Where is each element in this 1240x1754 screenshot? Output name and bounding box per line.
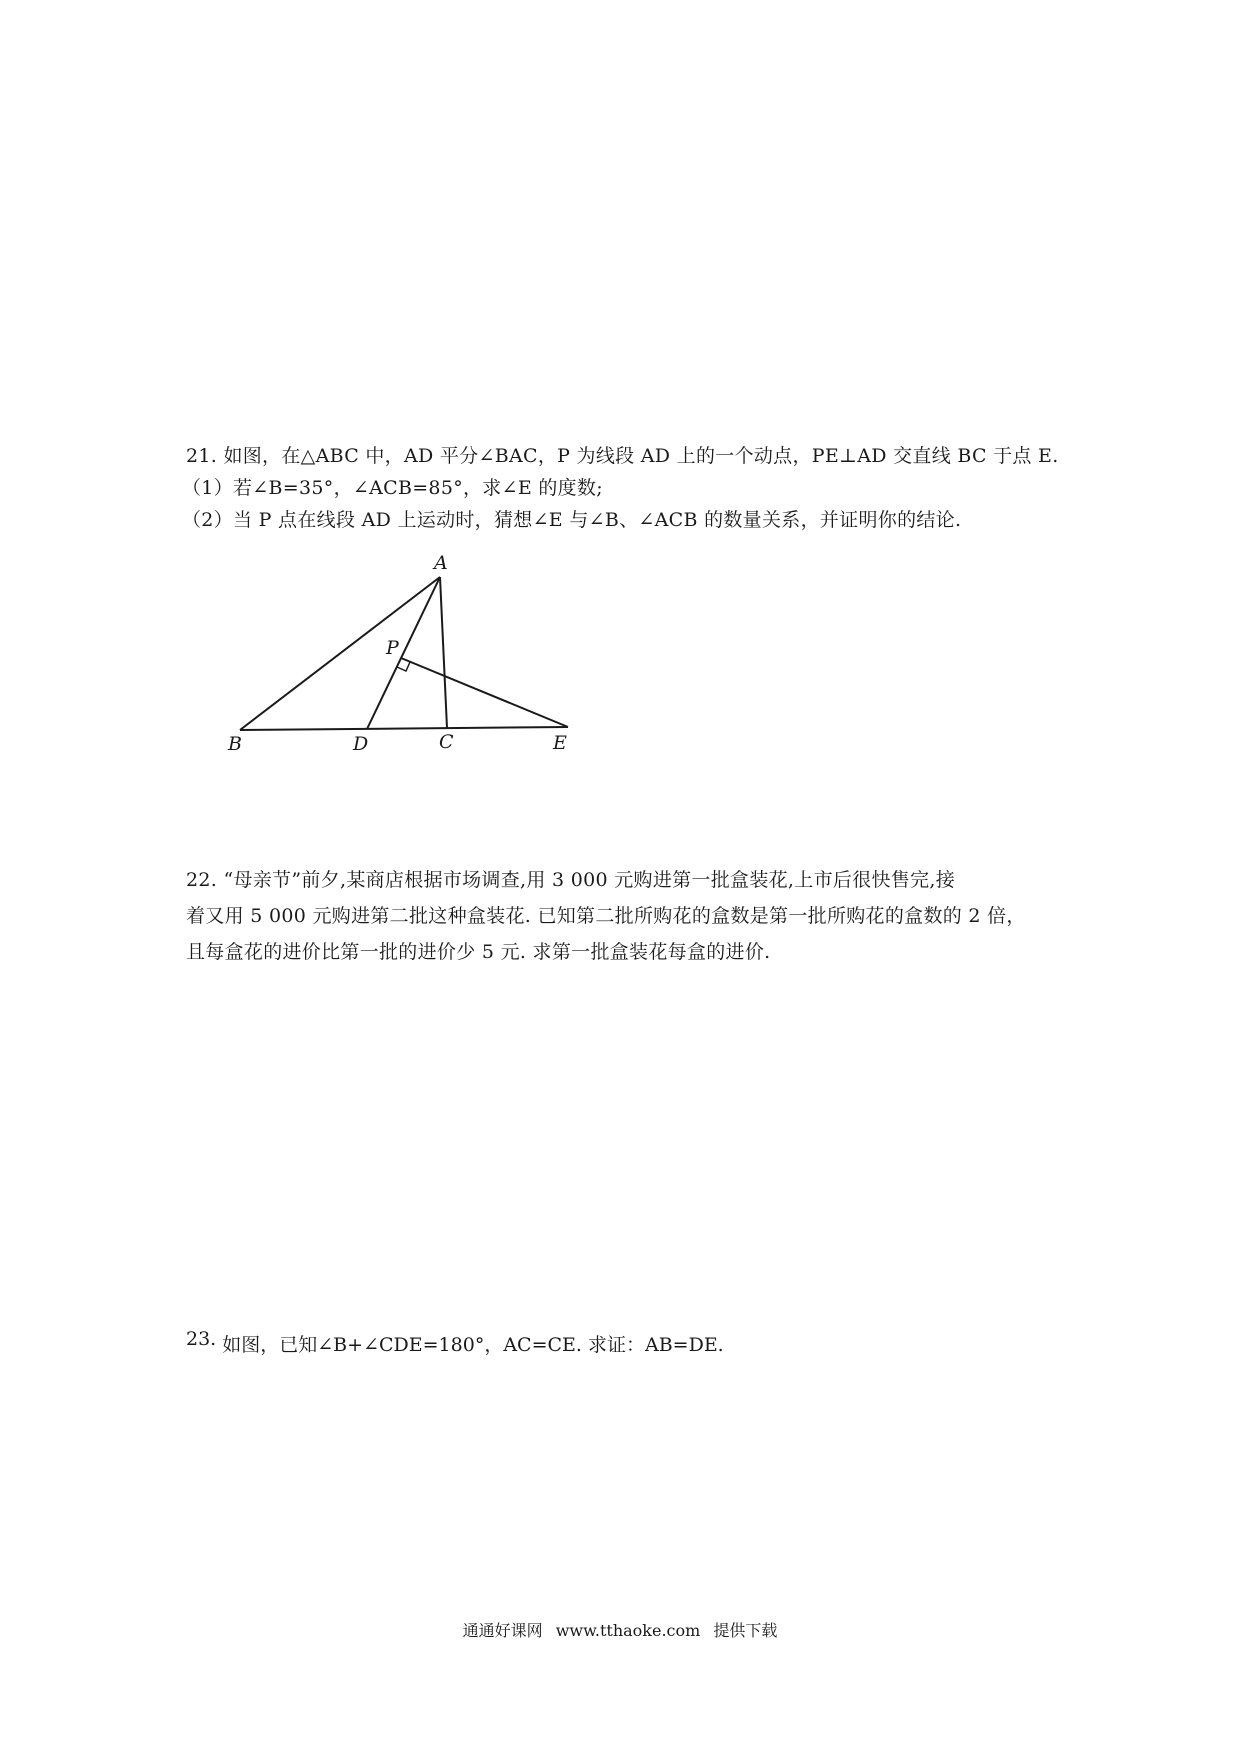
vertex-label-d: D: [353, 733, 369, 755]
vertex-label-e: E: [553, 732, 567, 754]
q23-number: 23.: [186, 1328, 217, 1350]
q23-stem: [186, 1328, 724, 1357]
footer-url: www.tthaoke.com: [555, 1621, 701, 1640]
q23-text: 如图，已知∠B+∠CDE=180°，AC=CE. 求证：AB=DE.: [222, 1334, 724, 1356]
page-footer: [0, 1621, 1240, 1641]
segment-pe: [401, 658, 568, 727]
q22-line-1: 22. “母亲节”前夕,某商店根据市场调查,用 3 000 元购进第一批盒装花,上市后很快售完,接: [186, 869, 956, 891]
vertex-label-p: P: [386, 637, 399, 659]
segment-be: [240, 727, 568, 730]
q22-line-2: 着又用 5 000 元购进第二批这种盒装花. 已知第二批所购花的盒数是第一批所购花的盒数的 2 倍，: [186, 905, 1026, 927]
segment-ac: [440, 577, 447, 728]
q22-paragraph: [186, 862, 1086, 970]
vertex-label-b: B: [228, 733, 242, 755]
q21-part1: （1）若∠B=35°，∠ACB=85°，求∠E 的度数;: [182, 477, 603, 499]
footer-site-name: 通通好课网: [462, 1621, 543, 1640]
q22-line-3: 且每盒花的进价比第一批的进价少 5 元. 求第一批盒装花每盒的进价.: [186, 941, 771, 963]
q21-part2: （2）当 P 点在线段 AD 上运动时，猜想∠E 与∠B、∠ACB 的数量关系，并证明你的结论.: [182, 509, 962, 531]
vertex-label-c: C: [439, 731, 454, 753]
vertex-label-a: A: [434, 552, 448, 574]
segment-ab: [240, 577, 440, 730]
q21-stem: 21. 如图，在△ABC 中，AD 平分∠BAC，P 为线段 AD 上的一个动点，PE⊥AD 交直线 BC 于点 E.: [186, 445, 1059, 467]
footer-suffix: 提供下载: [713, 1621, 778, 1640]
segment-ad: [367, 577, 440, 729]
